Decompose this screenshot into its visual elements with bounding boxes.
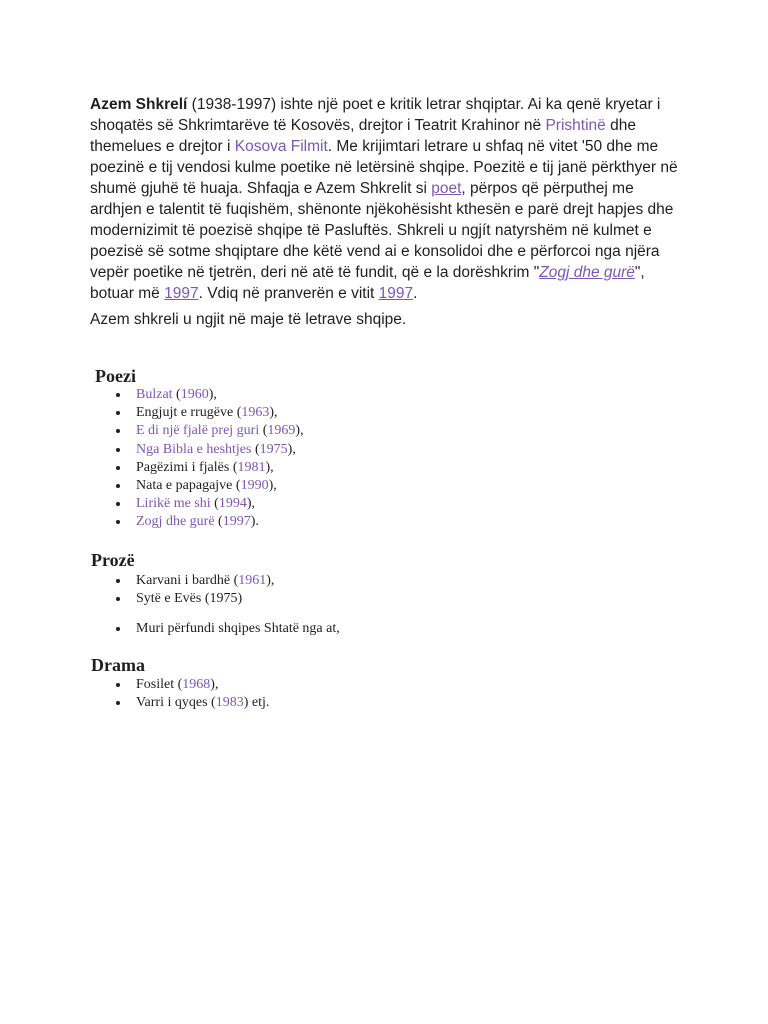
bullet-icon — [116, 579, 120, 583]
bullet-icon — [116, 502, 120, 506]
list-item: E di një fjalë prej guri (1969), — [116, 422, 304, 440]
list-item: Zogj dhe gurë (1997). — [116, 513, 304, 531]
list-item: Bulzat (1960), — [116, 386, 304, 404]
bullet-icon — [116, 411, 120, 415]
work-title: Fosilet — [136, 677, 175, 692]
bio-text: . — [413, 285, 418, 302]
work-title: Muri përfundi shqipes Shtatë nga at, — [136, 621, 340, 636]
poetry-list — [116, 386, 304, 532]
year-link[interactable]: 1963 — [241, 405, 270, 421]
list-item: Fosilet (1968), — [116, 676, 269, 694]
list-item: Engjujt e rrugëve (1963), — [116, 404, 304, 422]
bio-text: , përpos që përputhej me ardhjen e talentit të fuqishëm, shënonte njëkohësisht kthesën e parë drejt hapjes dhe modernizimit të poezisë shqipe të Pasluftës. Shkreli u ngjít natyrshëm në kulmet e poezisë së sotme shqiptare dhe këtë vend ai e konsolidoi dhe e përforcoi nga njëra vepër poetike në tjetrën, deri në atë të fundit, që e la dorëshkrim " — [90, 180, 674, 281]
work-title: Varri i qyqes — [136, 695, 208, 711]
prose-heading: Prozë — [91, 550, 135, 570]
bullet-icon — [116, 627, 120, 631]
bullet-icon — [116, 520, 120, 524]
work-title-link[interactable]: E di një fjalë prej guri — [136, 423, 260, 439]
year-link[interactable]: 1997 — [222, 514, 251, 530]
year-1997-link[interactable]: 1997 — [378, 285, 414, 302]
bullet-icon — [116, 683, 120, 687]
work-title-link[interactable]: Nga Bibla e heshtjes — [136, 441, 252, 457]
bullet-icon — [116, 466, 120, 470]
drama-list — [116, 676, 269, 712]
list-item: Nga Bibla e heshtjes (1975), — [116, 441, 304, 459]
bullet-icon — [116, 448, 120, 452]
year-link[interactable]: 1960 — [180, 387, 209, 402]
prose-list — [116, 572, 274, 608]
year: 1975 — [209, 591, 238, 607]
bullet-icon — [116, 484, 120, 488]
bio-text: ", botuar më — [90, 264, 645, 302]
work-title: Nata e papagajve — [136, 478, 233, 494]
list-item: Varri i qyqes (1983) etj. — [116, 694, 269, 712]
drama-heading: Drama — [91, 655, 145, 675]
list-item: Lirikë me shi (1994), — [116, 495, 304, 513]
work-title-link[interactable]: Bulzat — [136, 387, 173, 402]
bio-text: dhe themelues e drejtor i — [90, 117, 636, 155]
bio-text: . Me krijimtari letrare u shfaq në vitet '50 dhe me poezinë e tij vendosi kulme poetike në letërsinë shqipe. Poezitë e tij janë përkthyer në shumë gjuhë të huaja. Shfaqja e Azem Shkrelit si — [90, 138, 678, 197]
bullet-icon — [116, 393, 120, 397]
year-link[interactable]: 1983 — [215, 695, 244, 711]
bio-text: (1938-1997) ishte një poet e kritik letrar shqiptar. Ai ka qenë kryetar i shoqatës së Shkrimtarëve të Kosovës, drejtor i Teatrit Krahinor në — [90, 96, 661, 134]
work-title: Karvani i bardhë — [136, 573, 231, 588]
list-item: Sytë e Evës (1975) — [116, 590, 274, 608]
work-title: Pagëzimi i fjalës — [136, 459, 230, 475]
year-1997-link[interactable]: 1997 — [164, 285, 199, 302]
bullet-icon — [116, 597, 120, 601]
year-link[interactable]: 1990 — [240, 478, 269, 494]
year-link[interactable]: 1968 — [182, 677, 211, 692]
prishtine-link[interactable]: Prishtinë — [545, 117, 606, 134]
year-link[interactable]: 1969 — [267, 423, 296, 439]
prose-list-extra — [116, 620, 340, 638]
work-title: Sytë e Evës — [136, 591, 202, 607]
work-title-link[interactable]: Zogj dhe gurë — [136, 514, 215, 530]
kosova-filmi-link[interactable]: Kosova Filmit — [234, 138, 328, 155]
year-link[interactable]: 1961 — [238, 573, 267, 588]
list-item: Pagëzimi i fjalës (1981), — [116, 459, 304, 477]
bullet-icon — [116, 429, 120, 433]
summary-sentence: Azem shkreli u ngjit në maje të letrave shqipe. — [90, 311, 407, 328]
work-title-link[interactable]: Lirikë me shi — [136, 496, 211, 512]
year-link[interactable]: 1975 — [259, 441, 288, 457]
biography-paragraph — [90, 94, 682, 304]
list-item — [116, 620, 340, 638]
poetry-heading: Poezi — [95, 366, 136, 386]
year-link[interactable]: 1981 — [237, 459, 266, 475]
author-name: Azem Shkrelí — [90, 96, 188, 113]
bullet-icon — [116, 701, 120, 705]
zogj-dhe-gure-link[interactable]: Zogj dhe gurë — [539, 264, 635, 281]
list-item: Karvani i bardhë (1961), — [116, 572, 274, 590]
bio-text: . Vdiq në pranverën e vitit — [198, 285, 379, 302]
year-link[interactable]: 1994 — [218, 496, 247, 512]
work-title: Engjujt e rrugëve — [136, 405, 234, 421]
list-item: Nata e papagajve (1990), — [116, 477, 304, 495]
poet-link[interactable]: poet — [431, 180, 462, 197]
